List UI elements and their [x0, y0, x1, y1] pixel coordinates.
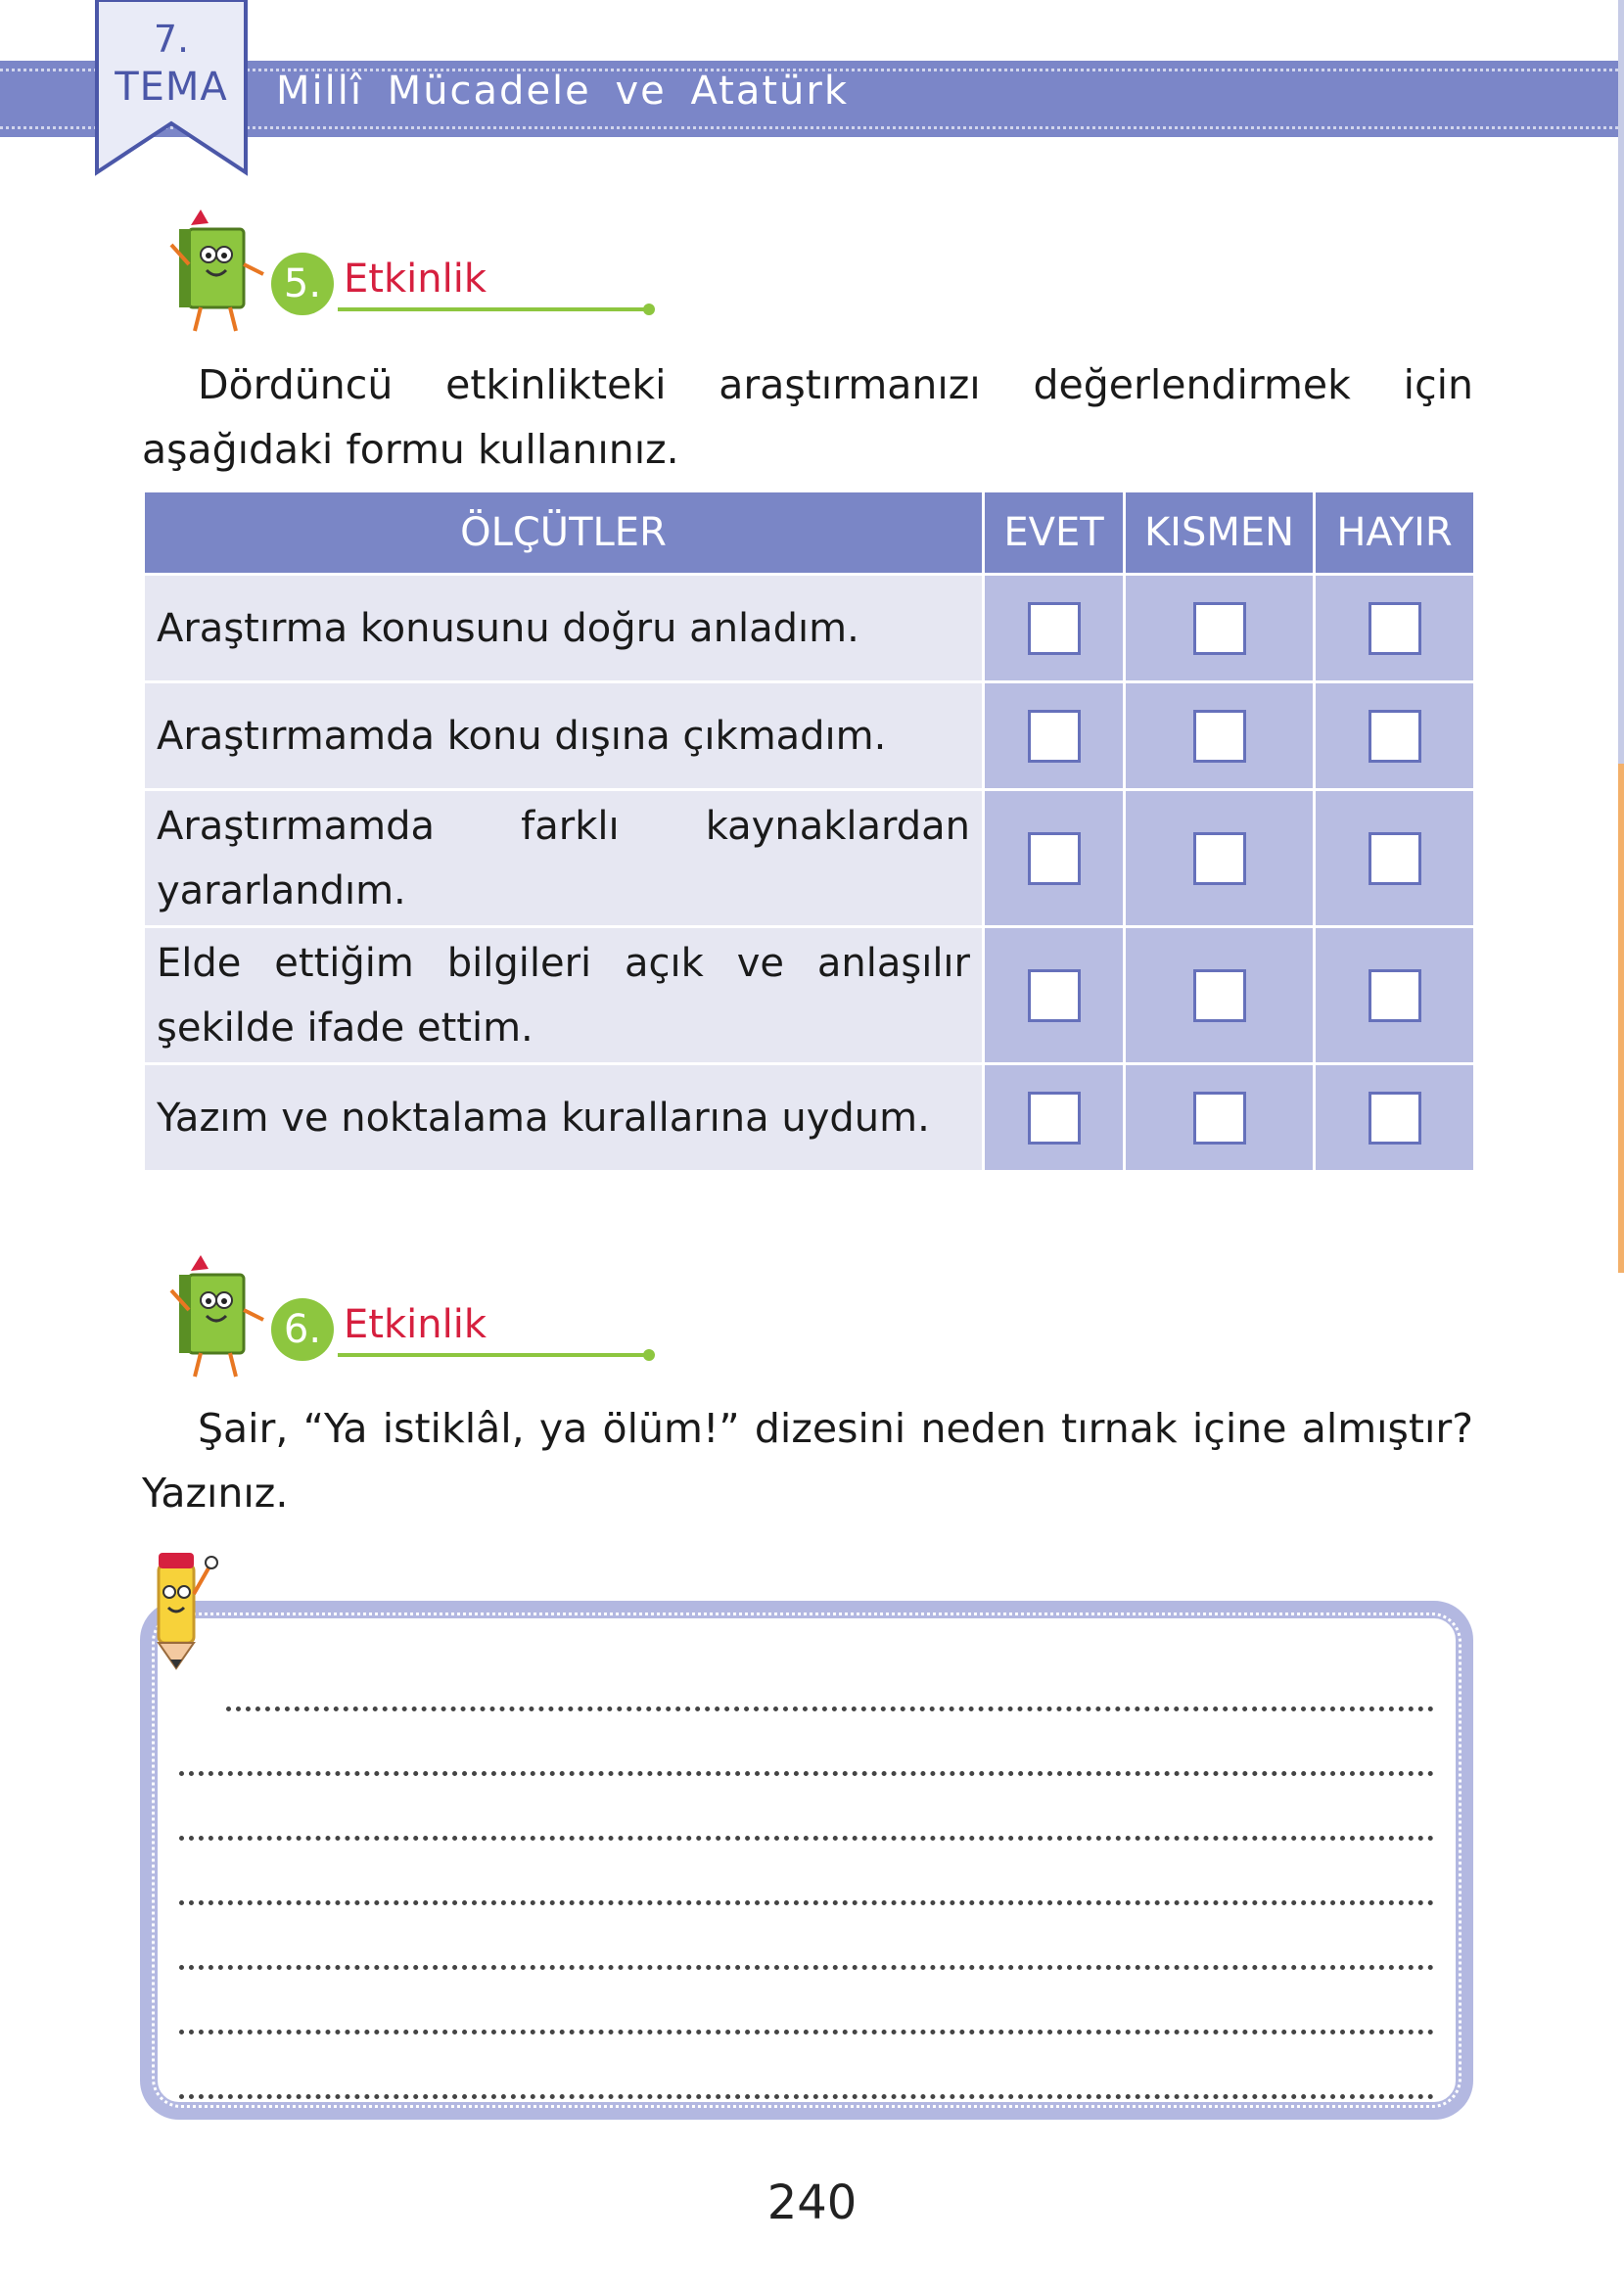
- writing-line[interactable]: [179, 1965, 1434, 1970]
- checkbox-yes[interactable]: [1028, 832, 1081, 885]
- checkbox-no[interactable]: [1369, 969, 1421, 1022]
- writing-line[interactable]: [179, 1900, 1434, 1905]
- checkbox-no[interactable]: [1369, 832, 1421, 885]
- activity-6-question: Şair, “Ya istiklâl, ya ölüm!” dizesini neden tırnak içine almıştır? Yazınız.: [142, 1405, 1473, 1517]
- checkbox-partially[interactable]: [1193, 1092, 1246, 1145]
- header-criteria: ÖLÇÜTLER: [144, 491, 984, 575]
- activity-label: Etkinlik: [344, 1302, 487, 1347]
- criterion-text: Yazım ve noktalama kurallarına uydum.: [144, 1064, 984, 1172]
- checkbox-no[interactable]: [1369, 602, 1421, 655]
- activity-underline: [338, 1353, 649, 1357]
- activity-6-heading: [162, 1251, 514, 1388]
- theme-title: Millî Mücadele ve Atatürk: [276, 69, 849, 114]
- activity-underline: [338, 307, 649, 311]
- header-partially: KISMEN: [1125, 491, 1315, 575]
- checkbox-yes[interactable]: [1028, 602, 1081, 655]
- writing-line[interactable]: [179, 2094, 1434, 2099]
- checkbox-partially[interactable]: [1193, 710, 1246, 763]
- page-edge-strip: [1618, 0, 1624, 1273]
- table-header-row: [144, 491, 1475, 575]
- table-row: [144, 927, 1475, 1064]
- table-row: [144, 790, 1475, 927]
- theme-number: 7.: [153, 18, 190, 61]
- table-row: [144, 575, 1475, 682]
- table-row: [144, 1064, 1475, 1172]
- checkbox-no[interactable]: [1369, 1092, 1421, 1145]
- theme-label: TEMA: [115, 65, 228, 110]
- checkbox-no[interactable]: [1369, 710, 1421, 763]
- writing-line[interactable]: [179, 1771, 1434, 1776]
- checkbox-partially[interactable]: [1193, 969, 1246, 1022]
- criterion-text: Araştırmamda konu dışına çıkmadım.: [144, 682, 984, 790]
- checkbox-partially[interactable]: [1193, 832, 1246, 885]
- page-number: 240: [766, 2175, 858, 2230]
- activity-number: 5.: [271, 253, 334, 315]
- criterion-text: Araştırma konusunu doğru anladım.: [144, 575, 984, 682]
- activity-label: Etkinlik: [344, 257, 487, 302]
- answer-writing-area[interactable]: [140, 1601, 1473, 2120]
- activity-number: 6.: [271, 1298, 334, 1361]
- writing-line[interactable]: [226, 1707, 1434, 1711]
- checkbox-partially[interactable]: [1193, 602, 1246, 655]
- writing-line[interactable]: [179, 2030, 1434, 2034]
- book-mascot-icon: [162, 206, 279, 339]
- activity-5-instruction: Dördüncü etkinlikteki araştırmanızı değerlendirmek için aşağıdaki formu kullanınız.: [142, 361, 1473, 473]
- pencil-mascot-icon: [137, 1545, 225, 1672]
- criterion-text: Elde ettiğim bilgileri açık ve anlaşılır şekilde ifade ettim.: [144, 927, 984, 1064]
- criterion-text: Araştırmamda farklı kaynaklardan yararlandım.: [144, 790, 984, 927]
- checkbox-yes[interactable]: [1028, 710, 1081, 763]
- writing-line[interactable]: [179, 1836, 1434, 1841]
- evaluation-table: [142, 490, 1476, 1173]
- checkbox-yes[interactable]: [1028, 969, 1081, 1022]
- book-mascot-icon: [162, 1251, 279, 1384]
- header-yes: EVET: [984, 491, 1125, 575]
- header-no: HAYIR: [1315, 491, 1475, 575]
- checkbox-yes[interactable]: [1028, 1092, 1081, 1145]
- activity-5-heading: [162, 206, 514, 343]
- table-row: [144, 682, 1475, 790]
